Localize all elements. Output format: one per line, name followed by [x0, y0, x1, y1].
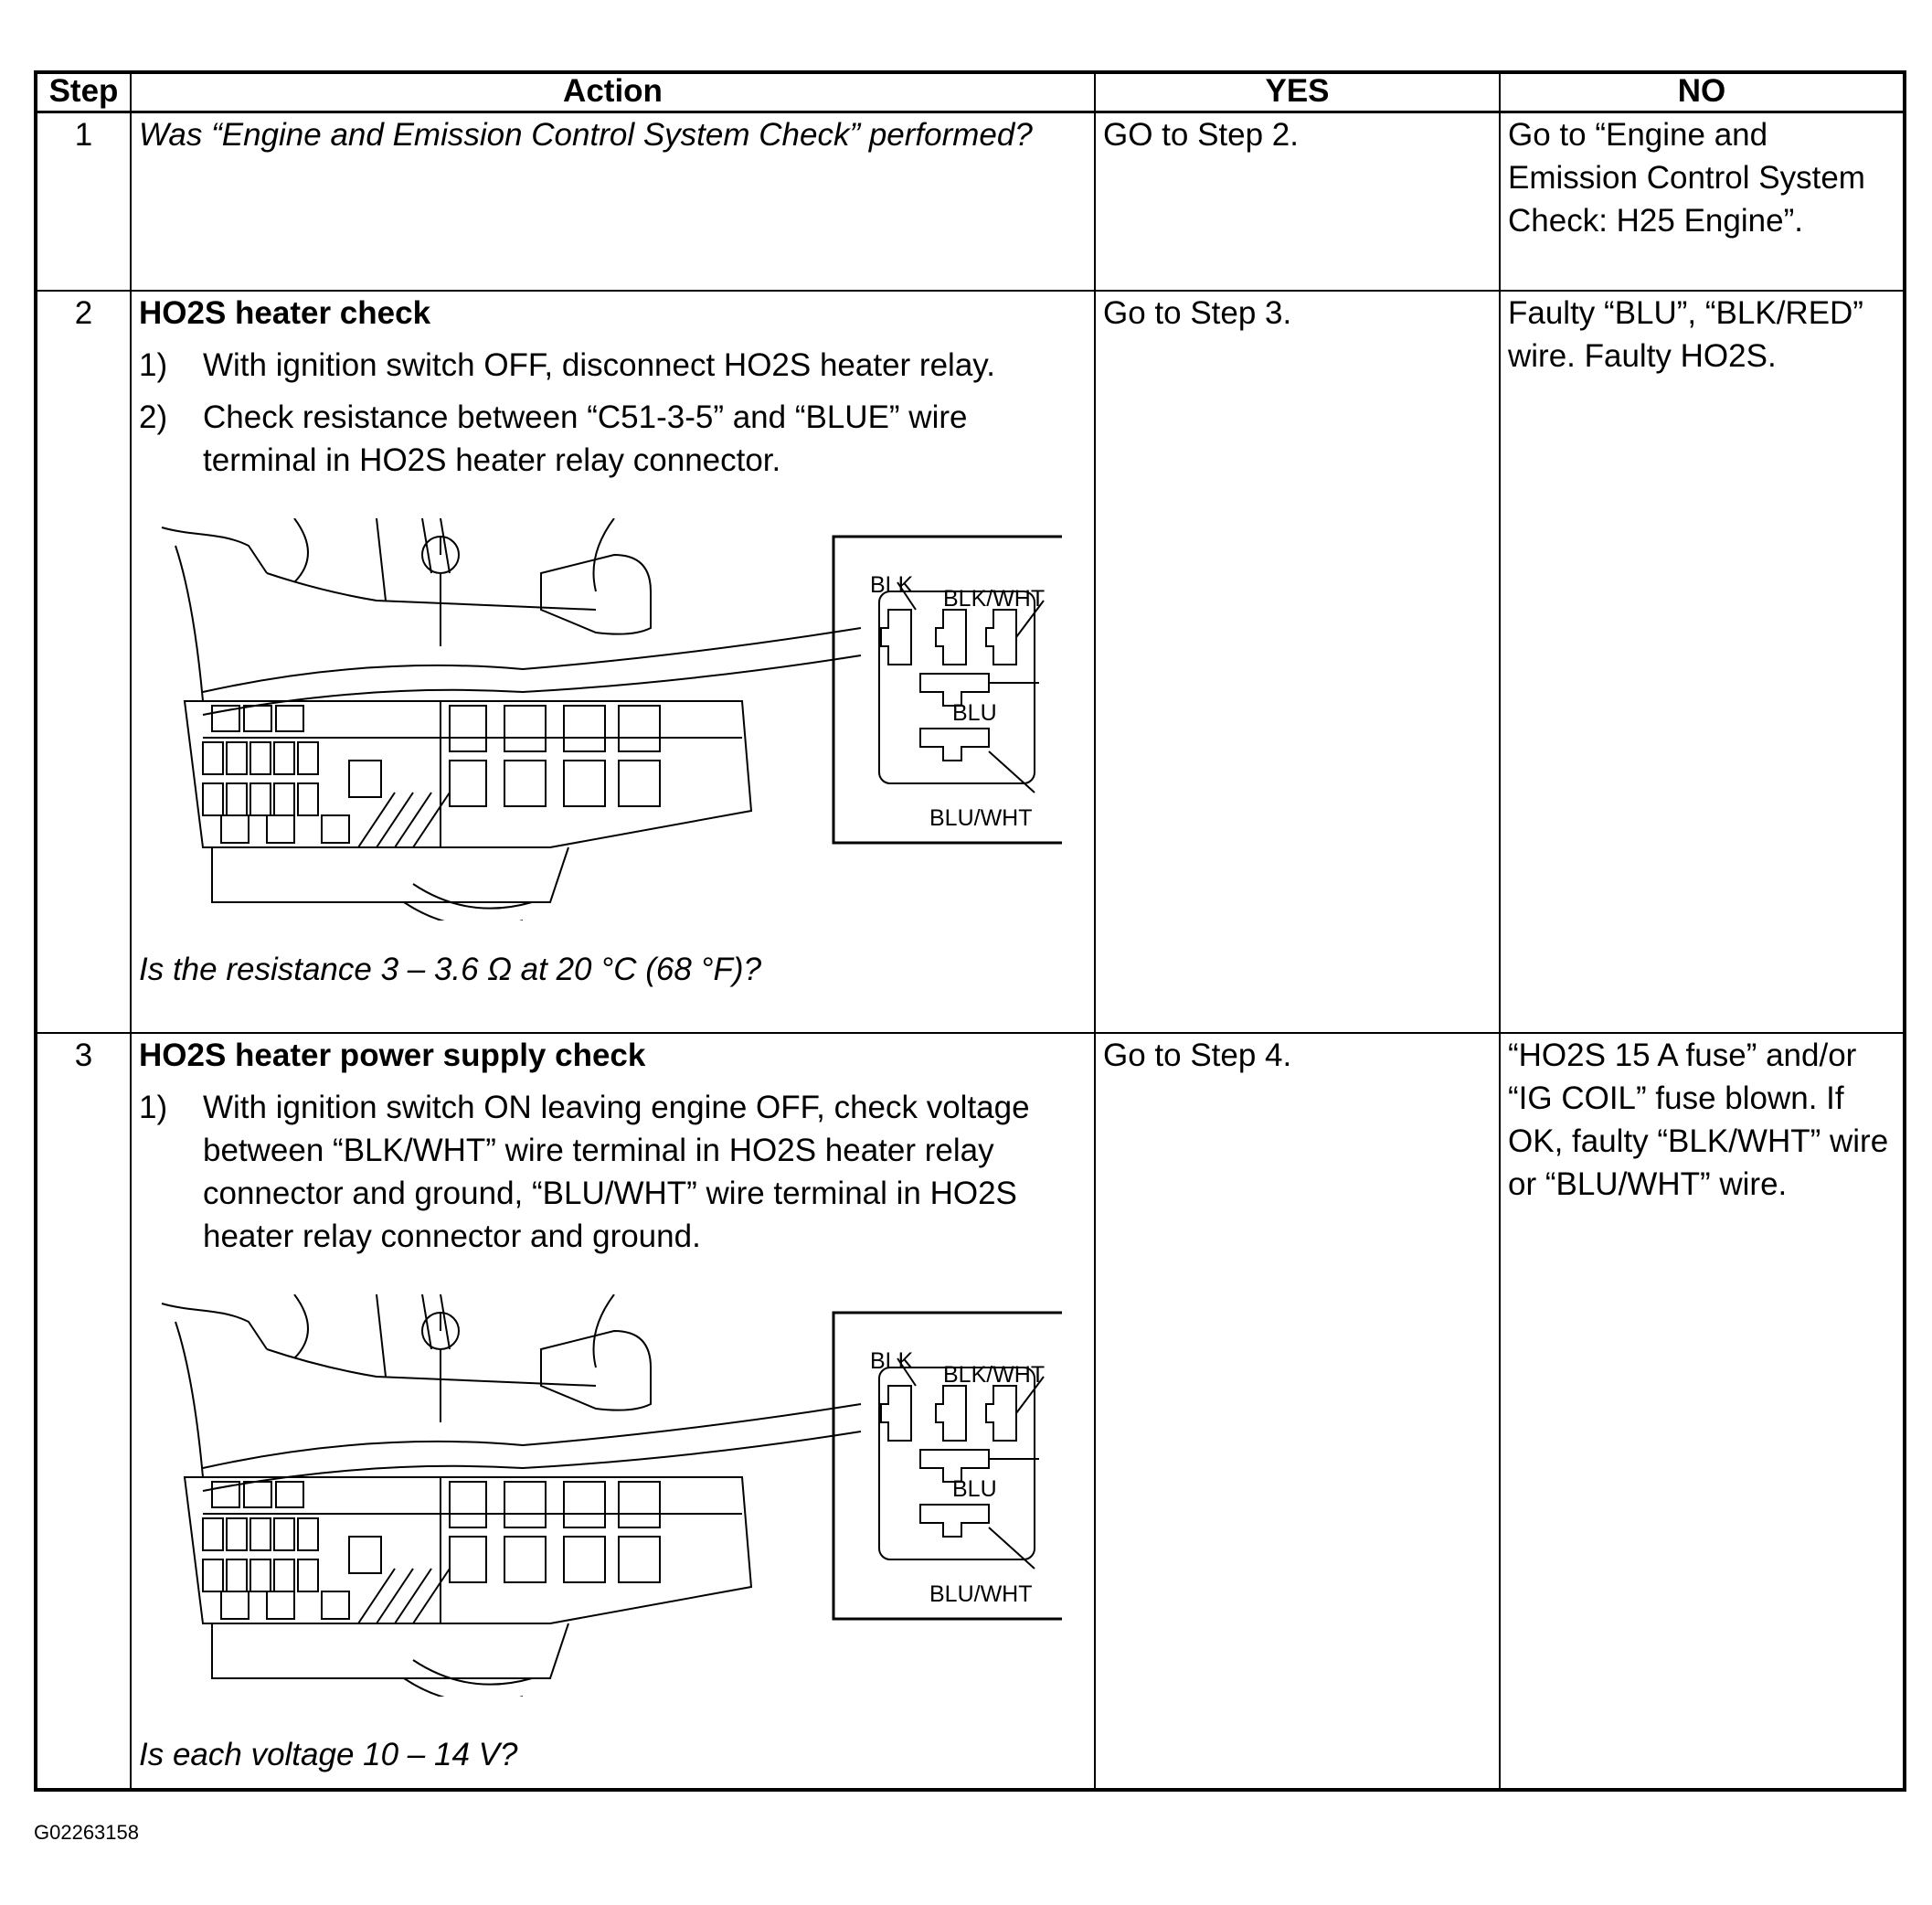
list-item: 1) With ignition switch ON leaving engine OFF, check voltage between “BLK/WHT” wire terminal in HO2S heater relay connector and ground, “BLU/WHT” wire terminal in HO2S heater relay connector and ground.: [139, 1089, 1030, 1254]
relay-location-figure: [139, 1294, 1062, 1697]
figure-code: G02263158: [34, 1821, 139, 1844]
list-item: 2) Check resistance between “C51-3-5” and “BLUE” wire terminal in HO2S heater relay connector.: [139, 399, 968, 478]
no-cell: Go to “Engine and Emission Control System Check: H25 Engine”.: [1500, 112, 1905, 291]
label-blu: BLU: [952, 699, 997, 726]
label-blk: BLK: [870, 571, 914, 598]
label-blu-wht: BLU/WHT: [929, 804, 1033, 831]
yes-cell: GO to Step 2.: [1095, 112, 1500, 291]
header-step: Step: [36, 72, 131, 112]
yes-cell: Go to Step 3.: [1095, 291, 1500, 1033]
step-number: 3: [36, 1033, 131, 1790]
label-blk: BLK: [870, 1347, 914, 1374]
table-row: [36, 1033, 1905, 1790]
header-action: Action: [131, 72, 1095, 112]
step-question: Was “Engine and Emission Control System Check” performed?: [139, 117, 1033, 153]
step-number: 1: [36, 112, 131, 291]
relay-location-figure: [139, 518, 1062, 921]
label-blu: BLU: [952, 1475, 997, 1502]
diagnostic-table: [34, 70, 1906, 1792]
action-cell: [131, 112, 1095, 291]
step-number: 2: [36, 291, 131, 1033]
step-title: HO2S heater check: [139, 294, 431, 331]
action-cell: [131, 1033, 1095, 1790]
no-cell: Faulty “BLU”, “BLK/RED” wire. Faulty HO2S.: [1500, 291, 1905, 1033]
header-yes: YES: [1095, 72, 1500, 112]
table-header-row: [36, 72, 1905, 112]
action-cell: [131, 291, 1095, 1033]
label-blk-wht: BLK/WHT: [943, 585, 1046, 612]
table-row: [36, 112, 1905, 291]
step-title: HO2S heater power supply check: [139, 1037, 646, 1073]
step-question: Is the resistance 3 – 3.6 Ω at 20 °C (68 °F)?: [139, 951, 762, 987]
step-question: Is each voltage 10 – 14 V?: [139, 1736, 518, 1772]
table-row: [36, 291, 1905, 1033]
label-blu-wht: BLU/WHT: [929, 1580, 1033, 1607]
list-item: 1) With ignition switch OFF, disconnect HO2S heater relay.: [139, 346, 995, 383]
no-cell: “HO2S 15 A fuse” and/or “IG COIL” fuse blown. If OK, faulty “BLK/WHT” wire or “BLU/WHT” wire.: [1500, 1033, 1905, 1790]
yes-cell: Go to Step 4.: [1095, 1033, 1500, 1790]
label-blk-wht: BLK/WHT: [943, 1361, 1046, 1388]
header-no: NO: [1500, 72, 1905, 112]
